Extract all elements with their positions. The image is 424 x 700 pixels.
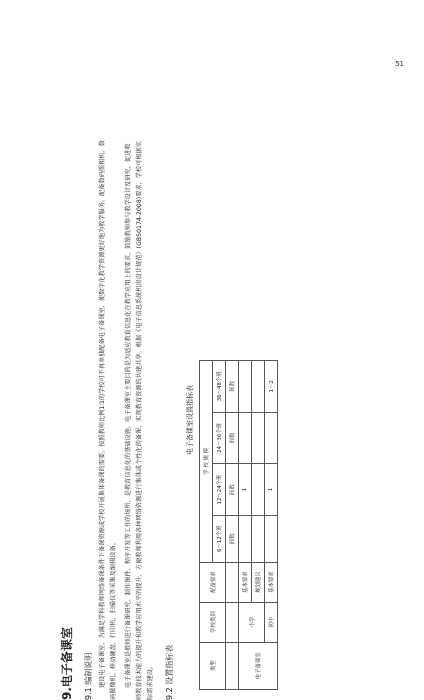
paragraph-2: 电子备课室是教师进行备课研究、制作课件、程序开发等工作的场所，是教育信息化的基础设施。电子备课室主要目的是为适应教育信息化在教学应用上的要求，鼓励教师参与教学设计及研究，促进教师教育技术能力的提升和教学应用水平的提升，方便教师利用各种网络资源进行集体或个性化的备课，实现教育资源的共建共享。根据《电子信息系统机房设计规范》(GB50174-2008)要求，学校可根据实际需求建设。 xyxy=(125,141,154,700)
school-primary: 小学 xyxy=(239,602,265,642)
cell-empty xyxy=(252,361,265,413)
spec-table xyxy=(199,360,278,690)
header-req: 配备要求 xyxy=(200,562,226,602)
cell-empty xyxy=(252,515,265,562)
header-type: 类型 xyxy=(200,642,226,689)
header-school: 学校类别 xyxy=(200,602,226,642)
school-junior: 初中 xyxy=(265,602,278,642)
cell-empty xyxy=(226,602,239,642)
header-scale: 学 校 规 模 xyxy=(200,361,213,563)
table-row xyxy=(226,361,239,690)
table-caption: 电子备课室设置指标表 xyxy=(186,385,194,455)
req-basic: 基本要求 xyxy=(239,562,252,602)
cell-empty xyxy=(252,464,265,516)
table-row xyxy=(239,361,252,690)
section-title: 9.电子备课室 xyxy=(60,627,74,700)
cell-empty xyxy=(239,361,252,413)
class-range: 36～48个班 xyxy=(213,361,226,413)
table-row xyxy=(200,361,213,690)
cell-value: 1 xyxy=(265,464,278,516)
class-range: 6～12个班 xyxy=(213,515,226,562)
cell-empty xyxy=(226,642,239,689)
req-basic: 基本要求 xyxy=(265,562,278,602)
rotated-page xyxy=(52,140,372,700)
cell-empty xyxy=(265,412,278,464)
cell-empty xyxy=(239,515,252,562)
cell-value: 1～2 xyxy=(265,361,278,413)
subsection-9-2: 9.2 设置指标表 xyxy=(165,644,174,700)
class-range: 12～24个班 xyxy=(213,464,226,516)
count-label: 间数 xyxy=(226,464,239,516)
class-range: 24～36个班 xyxy=(213,412,226,464)
count-label: 间数 xyxy=(226,361,239,413)
page-number: 51 xyxy=(395,60,404,68)
subsection-9-1: 9.1 编制说明 xyxy=(84,652,93,700)
table-row xyxy=(265,361,278,690)
req-plan: 规划建议 xyxy=(252,562,265,602)
cell-empty xyxy=(239,412,252,464)
cell-empty xyxy=(265,515,278,562)
cell-empty xyxy=(226,562,239,602)
paragraph-1: 建设电子备课室，为满足学科教师网络备课条件下备课资源或学校开展集体备课的需要。按照教师比例1∶1的学校可不再单独配备电子备课室，使数字化教学资源更好地为教学服务。配备数码照相机、数码摄像机、移动硬盘、打印机、扫描仪等采集及编辑设备。 xyxy=(99,140,117,700)
count-label: 间数 xyxy=(226,515,239,562)
row-label: 电子备课室 xyxy=(239,642,278,689)
page-content xyxy=(52,140,372,700)
cell-value: 1 xyxy=(239,464,252,516)
cell-empty xyxy=(252,412,265,464)
count-label: 间数 xyxy=(226,412,239,464)
